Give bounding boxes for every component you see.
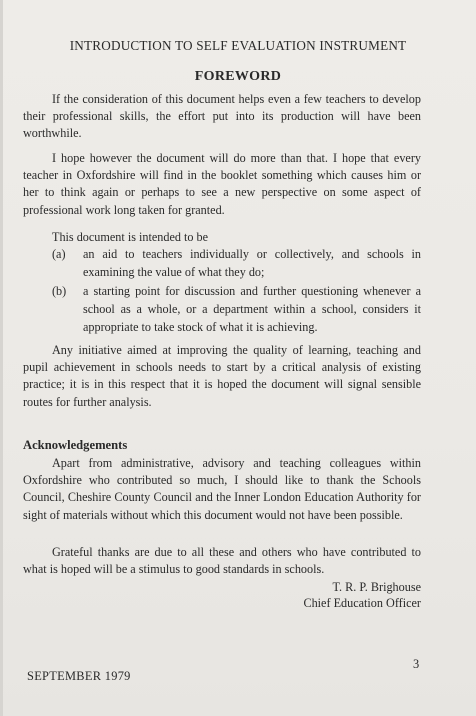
page-edge-shadow (0, 0, 3, 716)
signature-name: T. R. P. Brighouse (332, 580, 421, 594)
paragraph-1 (23, 91, 421, 143)
section-title: FOREWORD (194, 69, 282, 84)
list-item-b-marker: (b) (52, 284, 67, 298)
acknowledgements-paragraph-1 (23, 455, 421, 524)
paragraph-2 (23, 150, 421, 219)
acknowledgements-paragraph-2 (23, 544, 421, 578)
list-item-a-text: an aid to teachers individually or collectively, and schools in examining the value of what they do; (83, 247, 421, 279)
list-item-b-text: a starting point for discussion and further questioning whenever a school as a whole, or a department within a school, considers it appropriate to take stock of what it is achieving. (83, 284, 421, 334)
closing-paragraph (23, 342, 421, 411)
paragraph-1-text: If the consideration of this document helps even a few teachers to develop their professional skills, the effort put into its production will have been worthwhile. (23, 92, 421, 141)
list-item-a-marker: (a) (52, 247, 66, 261)
paragraph-2-text: I hope however the document will do more than that. I hope that every teacher in Oxfordshire will find in the booklet something which causes him or her to think again or perhaps to see a new perspective on some aspect of professional work long taken for granted. (23, 151, 421, 217)
intended-intro: This document is intended to be (52, 230, 209, 244)
acknowledgements-paragraph-2-text: Grateful thanks are due to all these and others who have contributed to what is hoped will be a stimulus to good standards in schools. (23, 545, 421, 577)
signature-title: Chief Education Officer (303, 596, 421, 610)
page-number: 3 (413, 657, 420, 671)
acknowledgements-paragraph-1-text: Apart from administrative, advisory and teaching colleagues within Oxfordshire who contributed so much, I should like to thank the Schools Council, Cheshire County Council and the Inner London Education Authority for sight of materials without which this document would not have been possible. (23, 456, 421, 522)
acknowledgements-heading: Acknowledgements (23, 438, 128, 452)
closing-paragraph-text: Any initiative aimed at improving the quality of learning, teaching and pupil achievement in schools needs to start by a critical analysis of existing practice; it is in this respect that it is hoped the document will signal sensible routes for further analysis. (23, 343, 421, 409)
document-header-title: INTRODUCTION TO SELF EVALUATION INSTRUMENT (69, 38, 407, 53)
document-date: SEPTEMBER 1979 (27, 669, 131, 683)
